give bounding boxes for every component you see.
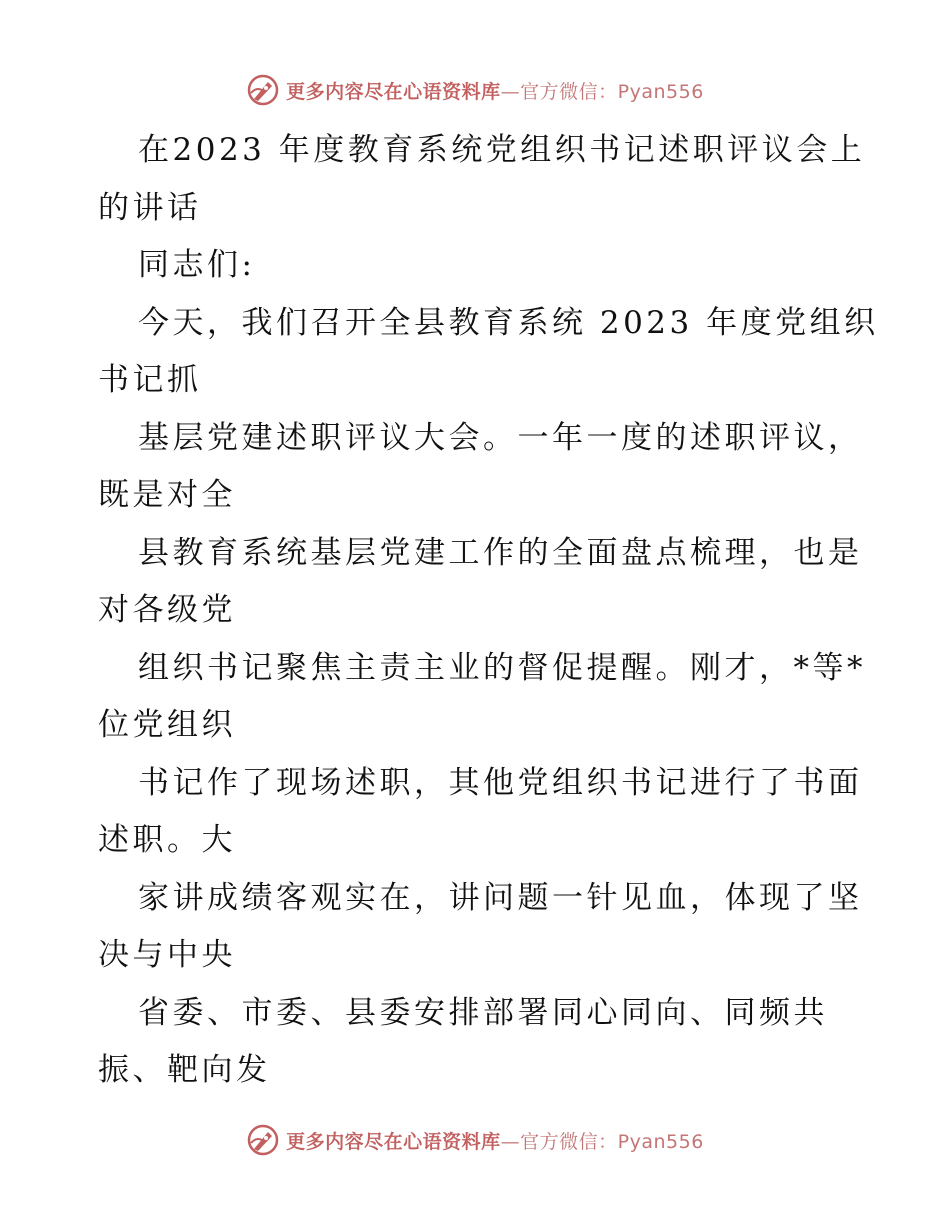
text-line: 同志们: xyxy=(138,247,256,283)
document-body xyxy=(98,122,879,1100)
text-line: 在2023 年度教育系统党组织书记述职评议会上 xyxy=(138,132,866,168)
text-line: 书记抓 xyxy=(98,362,202,398)
text-line: 既是对全 xyxy=(98,477,236,513)
text-line: 书记作了现场述职，其他党组织书记进行了书面 xyxy=(138,764,863,801)
header-watermark xyxy=(0,70,950,110)
text-line: 今天，我们召开全县教育系统 2023 年度党组织 xyxy=(138,304,879,341)
text-line: 述职。大 xyxy=(98,822,236,858)
pen-nib-seal-icon xyxy=(246,1123,280,1157)
text-line: 县教育系统基层党建工作的全面盘点梳理，也是 xyxy=(138,534,863,571)
text-line: 家讲成绩客观实在，讲问题一针见血，体现了坚 xyxy=(138,879,863,916)
text-line: 振、靶向发 xyxy=(98,1052,271,1088)
text-line: 的讲话 xyxy=(98,189,202,226)
footer-watermark xyxy=(0,1120,950,1160)
watermark-text: 更多内容尽在心语资料库—官方微信：Pyan556 xyxy=(286,1130,704,1153)
text-line: 省委、市委、县委安排部署同心同向、同频共 xyxy=(138,994,828,1031)
text-line: 基层党建述职评议大会。一年一度的述职评议， xyxy=(138,419,863,456)
text-line: 决与中央 xyxy=(98,937,236,973)
pen-nib-seal-icon xyxy=(246,73,280,107)
watermark-text: 更多内容尽在心语资料库—官方微信：Pyan556 xyxy=(286,80,704,103)
text-line: 对各级党 xyxy=(98,592,236,628)
text-line: 组织书记聚焦主责主业的督促提醒。刚才，*等* xyxy=(138,649,866,686)
text-line: 位党组织 xyxy=(98,707,236,743)
